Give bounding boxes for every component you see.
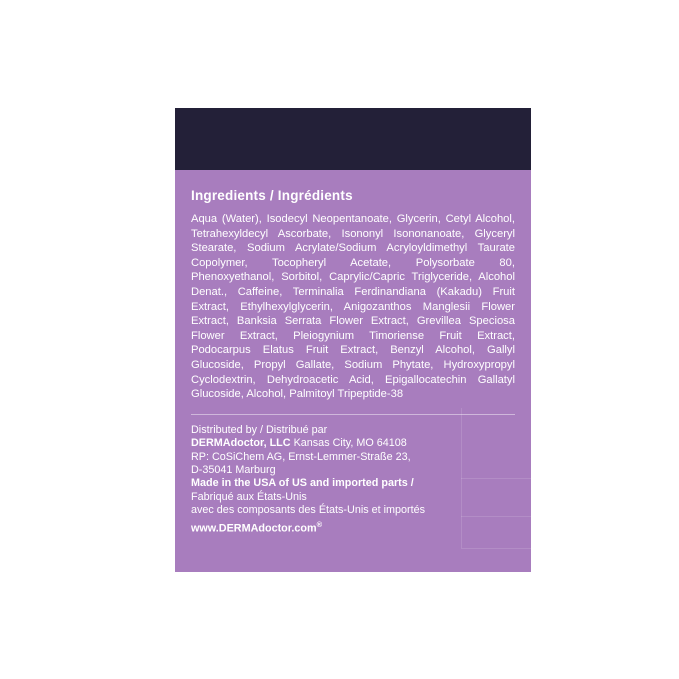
made-in-suffix: of US and imported parts / <box>275 477 414 490</box>
responsible-person-line-2: D-35041 Marburg <box>191 463 276 476</box>
section-divider <box>191 414 515 415</box>
website-url[interactable]: www.DERMAdoctor.com <box>191 522 317 535</box>
distributed-by-label: Distributed by / Distribué par <box>191 423 328 436</box>
product-label-panel <box>175 108 531 572</box>
label-content <box>175 170 531 572</box>
registered-trademark-icon: ® <box>316 519 323 529</box>
company-line <box>191 437 515 450</box>
company-name: DERMAdoctor, LLC <box>191 437 291 450</box>
made-in-line-french-2: avec des composants des États-Unis et importés <box>191 504 426 517</box>
manufacturer-info <box>191 424 515 536</box>
company-address: Kansas City, MO 64108 <box>290 437 407 450</box>
made-in-prefix: Made in the <box>191 477 254 490</box>
ingredients-list-text: Aqua (Water), Isodecyl Neopentanoate, Glycerin, Cetyl Alcohol, Tetrahexyldecyl Ascorbate, Isononyl Isononanoate, Glyceryl Stearate, Sodium Acrylate/Sodium Acryloyldimethyl Taurate Copolymer, Tocopheryl Acetate, Polysorbate 80, Phenoxyethanol, Sorbitol, Caprylic/Capric Triglyceride, Alcohol Denat., Caffeine, Terminalia Ferdinandiana (Kakadu) Fruit Extract, Ethylhexylglycerin, Anigozanthos Manglesii Flower Extract, Banksia Serrata Flower Extract, Grevillea Speciosa Flower Extract, Pleiogynium Timoriense Fruit Extract, Podocarpus Elatus Fruit Extract, Benzyl Alcohol, Gallyl Glucoside, Propyl Gallate, Sodium Phytate, Hydroxypropyl Cyclodextrin, Dehydroacetic Acid, Epigallocatechin Gallatyl Glucoside, Alcohol, Palmitoyl Tripeptide-38 <box>191 213 515 401</box>
label-top-band <box>175 108 531 170</box>
website-line <box>191 518 515 536</box>
ingredients-heading: Ingredients / Ingrédients <box>191 188 353 203</box>
responsible-person-line-1: RP: CoSiChem AG, Ernst-Lemmer-Straße 23, <box>191 450 411 463</box>
made-in-line-french: Fabriqué aux États-Unis <box>191 490 307 503</box>
made-in-country: USA <box>253 477 276 490</box>
made-in-line <box>191 477 515 490</box>
